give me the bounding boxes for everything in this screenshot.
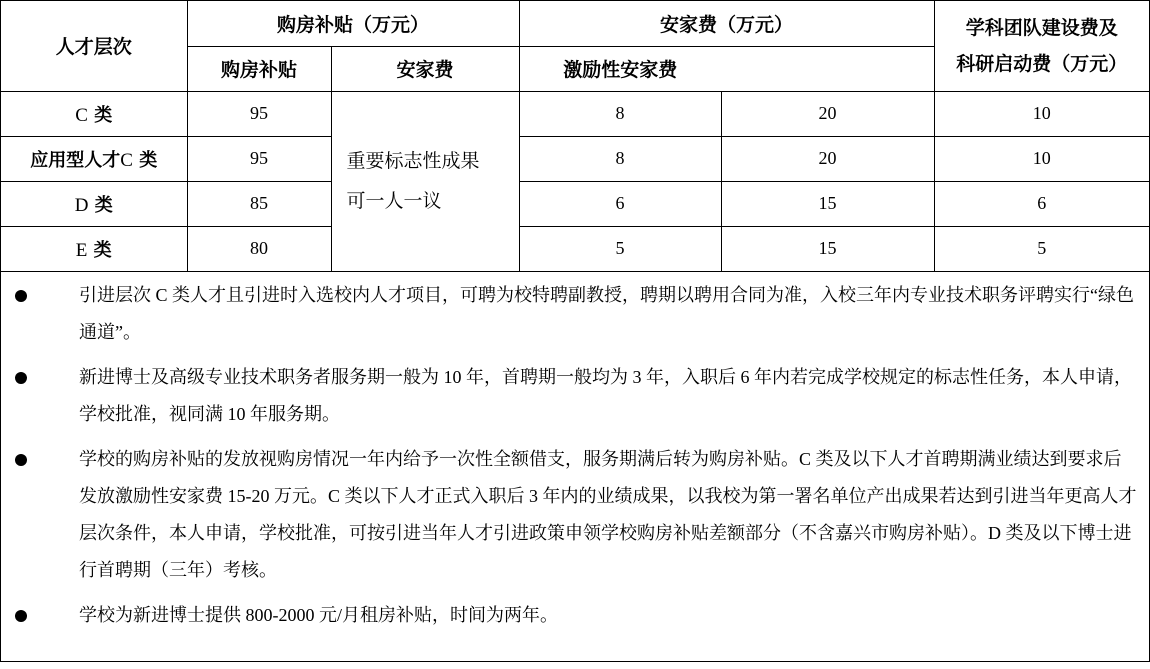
row-team: 5 [934, 226, 1149, 271]
row-team: 10 [934, 136, 1149, 181]
table-row [1, 136, 1149, 181]
row-level: C 类 [1, 91, 187, 136]
row-incentive: 15 [721, 181, 934, 226]
list-item [1, 597, 1149, 634]
header-housing-group: 购房补贴（万元） [187, 1, 519, 46]
row-team: 10 [934, 91, 1149, 136]
list-item [1, 359, 1149, 433]
list-item [1, 441, 1149, 589]
row-housing: 95 [187, 136, 331, 181]
row-settle: 5 [519, 226, 721, 271]
header-settle-group: 安家费（万元） [519, 1, 934, 46]
policy-notes-list [1, 269, 1149, 669]
table-row [1, 91, 1149, 136]
table-row [1, 226, 1149, 271]
row-settle: 8 [519, 136, 721, 181]
row-team: 6 [934, 181, 1149, 226]
bullet-icon [15, 372, 27, 384]
row-incentive: 20 [721, 136, 934, 181]
row-incentive: 15 [721, 226, 934, 271]
row-housing: 85 [187, 181, 331, 226]
note-text: 新进博士及高级专业技术职务者服务期一般为 10 年，首聘期一般均为 3 年，入职后 6 年内若完成学校规定的标志性任务，本人申请，学校批准，视同满 10 年服务期。 [79, 367, 1132, 424]
row-level: E 类 [1, 226, 187, 271]
talent-benefits-table [1, 1, 1149, 272]
header-settle-incentive: 激励性安家费 [519, 46, 721, 91]
header-team-fund [934, 1, 1149, 91]
header-level: 人才层次 [1, 1, 187, 91]
row-incentive: 20 [721, 91, 934, 136]
header-team-line1: 学科团队建设费及 [965, 16, 1118, 39]
table-row [1, 181, 1149, 226]
row-housing: 95 [187, 91, 331, 136]
note-text: 学校的购房补贴的发放视购房情况一年内给予一次性全额借支，服务期满后转为购房补贴。C 类及以下人才首聘期满业绩达到要求后发放激励性安家费 15-20 万元。C 类以下人才正式入职后 3 年内的业绩成果，以我校为第一署名单位产出成果若达到引进当年更高人才层次条件，本人申请，学校批准，可按引进当年人才引进政策申领学校购房补贴差额部分（不含嘉兴市购房补贴）。D 类及以下博士进行首聘期（三年）考核。 [79, 449, 1137, 580]
list-item [1, 277, 1149, 351]
row-level: 应用型人才C 类 [1, 136, 187, 181]
header-settle: 安家费 [331, 46, 519, 91]
row-settle: 6 [519, 181, 721, 226]
note-text: 学校为新进博士提供 800-2000 元/月租房补贴，时间为两年。 [79, 605, 558, 625]
bullet-icon [15, 610, 27, 622]
header-housing: 购房补贴 [187, 46, 331, 91]
merged-note-line2: 可一人一议 [346, 190, 442, 212]
header-team-line2: 科研启动费（万元） [956, 52, 1128, 75]
merged-note-cell [331, 91, 519, 271]
bullet-icon [15, 454, 27, 466]
row-level: D 类 [1, 181, 187, 226]
bullet-icon [15, 290, 27, 302]
row-housing: 80 [187, 226, 331, 271]
row-settle: 8 [519, 91, 721, 136]
note-text: 引进层次 C 类人才且引进时入选校内人才项目，可聘为校特聘副教授，聘期以聘用合同为准，入校三年内专业技术职务评聘实行“绿色通道”。 [79, 285, 1134, 342]
merged-note-line1: 重要标志性成果 [346, 150, 480, 172]
